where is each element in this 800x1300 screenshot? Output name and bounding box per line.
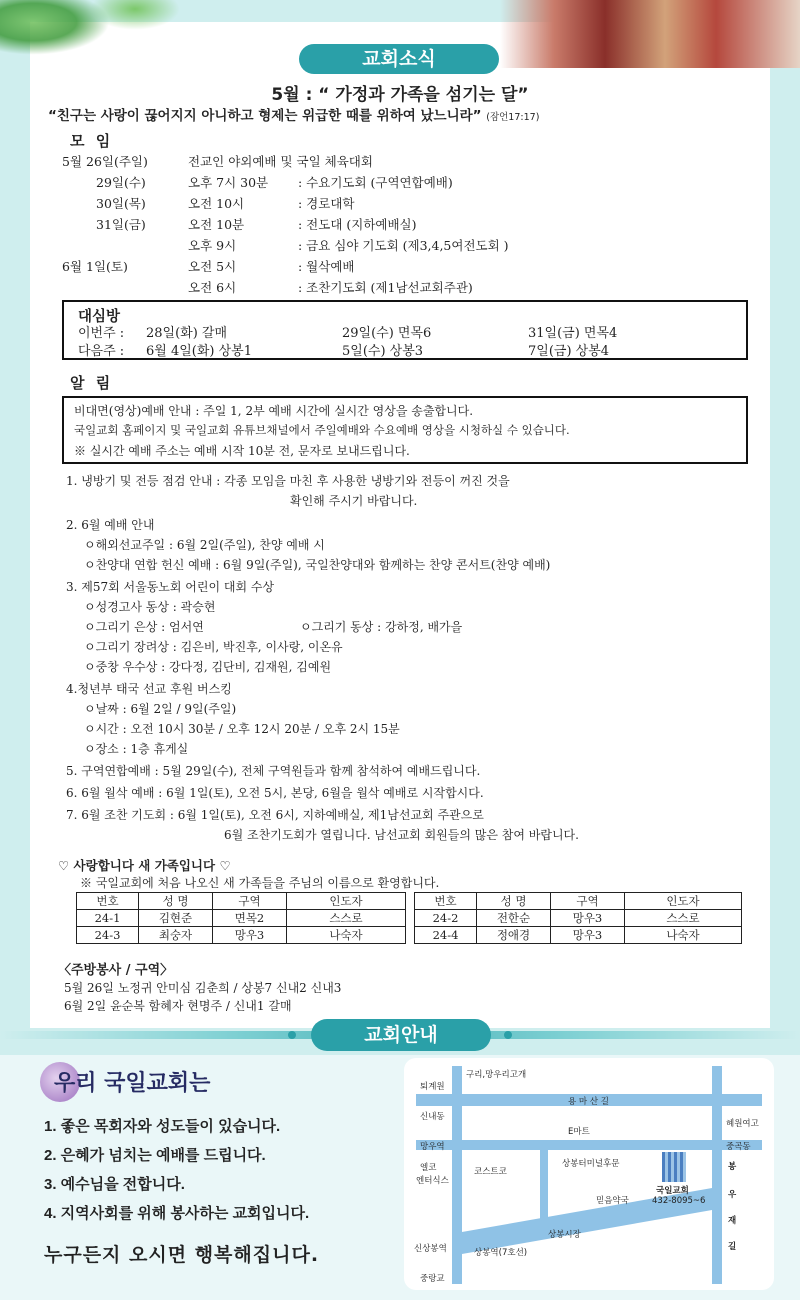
notice-line: ㅇ장소 : 1층 휴게실 bbox=[84, 742, 189, 756]
kitchen-line: 5월 26일 노정귀 안미심 김춘희 / 상봉7 신내2 신내3 bbox=[64, 981, 342, 995]
verse-reference: (잠언17:17) bbox=[486, 112, 540, 123]
column-header: 번호 bbox=[415, 893, 477, 910]
map-label: 중랑교 bbox=[420, 1274, 445, 1284]
notice-line: 2. 6월 예배 안내 bbox=[66, 518, 155, 532]
new-family-table-left bbox=[76, 892, 406, 944]
online-notice-line: 비대면(영상)예배 안내 : 주일 1, 2부 예배 시간에 실시간 영상을 송출합니다. bbox=[74, 404, 474, 418]
notice-line: ㅇ그리기 동상 : 강하정, 배가을 bbox=[300, 620, 463, 634]
meeting-date: 30일(목) bbox=[96, 196, 146, 211]
column-header: 인도자 bbox=[625, 893, 742, 910]
notice-line: ㅇ중창 우수상 : 강다정, 김단비, 김재원, 김예원 bbox=[84, 660, 332, 674]
new-family-note: ※ 국일교회에 처음 나오신 새 가족들을 주님의 이름으로 환영합니다. bbox=[80, 876, 440, 890]
kitchen-line: 6월 2일 윤순복 함혜자 현명주 / 신내1 갈매 bbox=[64, 999, 292, 1013]
verse-text: “친구는 사랑이 끊어지지 아니하고 형제는 위급한 때를 위하여 났느니라” bbox=[48, 108, 482, 124]
visit-entry: 5일(수) 상봉3 bbox=[342, 344, 424, 359]
map-label: 상봉역(7호선) bbox=[474, 1248, 528, 1258]
column-header: 성 명 bbox=[139, 893, 213, 910]
notice-line: ㅇ그리기 장려상 : 김은비, 박진후, 이사랑, 이온유 bbox=[84, 640, 343, 654]
table-header-row bbox=[77, 893, 406, 910]
column-header: 구역 bbox=[213, 893, 287, 910]
notice-line: ㅇ성경고사 동상 : 곽승현 bbox=[84, 600, 216, 614]
visit-entry: 6월 4일(화) 상봉1 bbox=[146, 344, 253, 359]
column-header: 성 명 bbox=[477, 893, 551, 910]
new-family-table-right bbox=[414, 892, 742, 944]
meeting-event: 전교인 야외예배 및 국일 체육대회 bbox=[188, 154, 373, 169]
notice-line: ㅇ해외선교주일 : 6월 2일(주일), 찬양 예배 시 bbox=[84, 538, 325, 552]
intro-item: 3. 예수님을 전합니다. bbox=[44, 1176, 185, 1193]
table-cell: 정애경 bbox=[477, 927, 551, 944]
intro-item: 2. 은혜가 넘치는 예배를 드립니다. bbox=[44, 1147, 266, 1164]
table-row bbox=[415, 927, 742, 944]
table-header-row bbox=[415, 893, 742, 910]
map-label: 상봉터미널후문 bbox=[562, 1159, 620, 1169]
notices-heading: 알 림 bbox=[70, 374, 114, 392]
notice-line: ㅇ찬양대 연합 헌신 예배 : 6월 9일(주일), 국일찬양대와 함께하는 찬양 콘서트(찬양 예배) bbox=[84, 558, 551, 572]
visit-entry: 31일(금) 면목4 bbox=[528, 326, 618, 341]
table-cell: 나숙자 bbox=[287, 927, 406, 944]
notice-line: 3. 제57회 서울동노회 어린이 대회 수상 bbox=[66, 580, 275, 594]
notice-line: 7. 6월 조찬 기도회 : 6월 1일(토), 오전 6시, 지하예배실, 제1남선교회 주관으로 bbox=[66, 808, 484, 822]
kitchen-service-heading: 〈주방봉사 / 구역〉 bbox=[58, 963, 174, 978]
notice-line: 5. 구역연합예배 : 5월 29일(수), 전체 구역원들과 함께 참석하여 예배드립니다. bbox=[66, 764, 481, 778]
meeting-date: 5월 26일(주일) bbox=[62, 154, 148, 169]
church-news-title: 교회소식 bbox=[299, 44, 499, 74]
leaf-decoration-2 bbox=[90, 0, 180, 30]
table-row bbox=[415, 910, 742, 927]
map-label: 코스트코 bbox=[474, 1167, 507, 1177]
map-label: 엘코 bbox=[420, 1163, 437, 1173]
map-label: 중곡동 bbox=[726, 1142, 751, 1152]
online-notice-line: ※ 실시간 예배 주소는 예배 시작 10분 전, 문자로 보내드립니다. bbox=[74, 444, 410, 458]
notice-line: ㅇ날짜 : 6월 2일 / 9일(주일) bbox=[84, 702, 237, 716]
map-church-name: 국일교회 bbox=[656, 1186, 689, 1196]
next-week-label: 다음주 : bbox=[78, 344, 125, 359]
church-building-icon bbox=[662, 1152, 686, 1182]
notice-line: 확인해 주시기 바랍니다. bbox=[290, 494, 418, 508]
month-theme: 5월 : “ 가정과 가족을 섬기는 달” bbox=[271, 85, 529, 105]
map-label: 길 bbox=[728, 1242, 737, 1252]
table-cell: 망우3 bbox=[551, 910, 625, 927]
map-label: 구리,망우리고개 bbox=[466, 1070, 527, 1080]
meeting-event: : 수요기도회 (구역연합예배) bbox=[298, 175, 453, 190]
meeting-time: 오전 6시 bbox=[188, 280, 237, 295]
table-row bbox=[77, 910, 406, 927]
map-label: 우 bbox=[728, 1190, 737, 1200]
table-cell: 스스로 bbox=[625, 910, 742, 927]
column-header: 구역 bbox=[551, 893, 625, 910]
meeting-time: 오전 10시 bbox=[188, 196, 245, 211]
map-label: 상봉시장 bbox=[548, 1230, 581, 1240]
notice-line: 6월 조찬기도회가 열립니다. 남선교회 회원들의 많은 참여 바랍니다. bbox=[224, 828, 579, 842]
intro-title: 우리 국일교회는 bbox=[54, 1071, 211, 1096]
table-cell: 24-1 bbox=[77, 910, 139, 927]
table-cell: 24-4 bbox=[415, 927, 477, 944]
intro-footer: 누구든지 오시면 행복해집니다. bbox=[44, 1244, 320, 1266]
intro-item: 1. 좋은 목회자와 성도들이 있습니다. bbox=[44, 1118, 281, 1135]
table-row bbox=[77, 927, 406, 944]
meeting-event: : 금요 심야 기도회 (제3,4,5여전도회 ) bbox=[298, 238, 509, 253]
meetings-heading: 모 임 bbox=[70, 132, 114, 150]
map-label: 믿음약국 bbox=[596, 1196, 629, 1206]
table-cell: 면목2 bbox=[213, 910, 287, 927]
intro-item: 4. 지역사회를 위해 봉사하는 교회입니다. bbox=[44, 1205, 310, 1222]
table-cell: 김현준 bbox=[139, 910, 213, 927]
meeting-event: : 경로대학 bbox=[298, 196, 355, 211]
map-label: 퇴계원 bbox=[420, 1082, 445, 1092]
table-cell: 24-2 bbox=[415, 910, 477, 927]
table-cell: 최숭자 bbox=[139, 927, 213, 944]
map-label: 혜원여고 bbox=[726, 1119, 759, 1129]
map-label: E마트 bbox=[568, 1127, 590, 1137]
meeting-event: : 월삭예배 bbox=[298, 259, 355, 274]
notice-line: ㅇ시간 : 오전 10시 30분 / 오후 12시 20분 / 오후 2시 15분 bbox=[84, 722, 400, 736]
visitation-heading: 대심방 bbox=[78, 309, 121, 325]
notice-line: 4.청년부 태국 선교 후원 버스킹 bbox=[66, 682, 232, 696]
this-week-label: 이번주 : bbox=[78, 326, 125, 341]
map-label: 신상봉역 bbox=[414, 1244, 447, 1254]
meeting-date: 6월 1일(토) bbox=[62, 259, 128, 274]
meeting-event: : 조찬기도회 (제1남선교회주관) bbox=[298, 280, 473, 295]
meeting-event: : 전도대 (지하예배실) bbox=[298, 217, 417, 232]
column-header: 번호 bbox=[77, 893, 139, 910]
map-label: 엔터식스 bbox=[416, 1176, 449, 1186]
map-label: 망우역 bbox=[420, 1142, 445, 1152]
table-cell: 스스로 bbox=[287, 910, 406, 927]
meeting-time: 오후 9시 bbox=[188, 238, 237, 253]
online-worship-box bbox=[62, 396, 748, 464]
notice-line: 1. 냉방기 및 전등 점검 안내 : 각종 모임을 마친 후 사용한 냉방기와 전등이 꺼진 것을 bbox=[66, 474, 510, 488]
table-cell: 24-3 bbox=[77, 927, 139, 944]
table-cell: 전한순 bbox=[477, 910, 551, 927]
column-header: 인도자 bbox=[287, 893, 406, 910]
visitation-box bbox=[62, 300, 748, 360]
meeting-time: 오전 10분 bbox=[188, 217, 245, 232]
map-road bbox=[540, 1150, 548, 1226]
online-notice-line: 국일교회 홈페이지 및 국일교회 유튜브채널에서 주일예배와 수요예배 영상을 시청하실 수 있습니다. bbox=[74, 423, 570, 437]
table-cell: 나숙자 bbox=[625, 927, 742, 944]
map-road bbox=[416, 1140, 762, 1150]
banner-dot bbox=[288, 1031, 296, 1039]
meeting-time: 오후 7시 30분 bbox=[188, 175, 269, 190]
map-label: 재 bbox=[728, 1216, 737, 1226]
map-label: 신내동 bbox=[420, 1112, 445, 1122]
family-photo bbox=[500, 0, 800, 68]
meeting-date: 29일(수) bbox=[96, 175, 146, 190]
church-guide-title: 교회안내 bbox=[311, 1019, 491, 1051]
visit-entry: 29일(수) 면목6 bbox=[342, 326, 432, 341]
notice-line: 6. 6월 월삭 예배 : 6월 1일(토), 오전 5시, 본당, 6월을 월삭 예배로 시작합시다. bbox=[66, 786, 484, 800]
map-label: 봉 bbox=[728, 1162, 737, 1172]
map-label: 용 마 산 길 bbox=[568, 1097, 609, 1107]
meeting-date: 31일(금) bbox=[96, 217, 146, 232]
visit-entry: 28일(화) 갈매 bbox=[146, 326, 228, 341]
meeting-time: 오전 5시 bbox=[188, 259, 237, 274]
bible-verse bbox=[48, 104, 539, 124]
banner-dot bbox=[504, 1031, 512, 1039]
new-family-heading: ♡ 사랑합니다 새 가족입니다 ♡ bbox=[58, 858, 231, 873]
table-cell: 망우3 bbox=[213, 927, 287, 944]
map-church-phone: 432-8095~6 bbox=[652, 1196, 706, 1206]
table-cell: 망우3 bbox=[551, 927, 625, 944]
notice-line: ㅇ그리기 은상 : 엄서연 bbox=[84, 620, 204, 634]
visit-entry: 7일(금) 상봉4 bbox=[528, 344, 610, 359]
